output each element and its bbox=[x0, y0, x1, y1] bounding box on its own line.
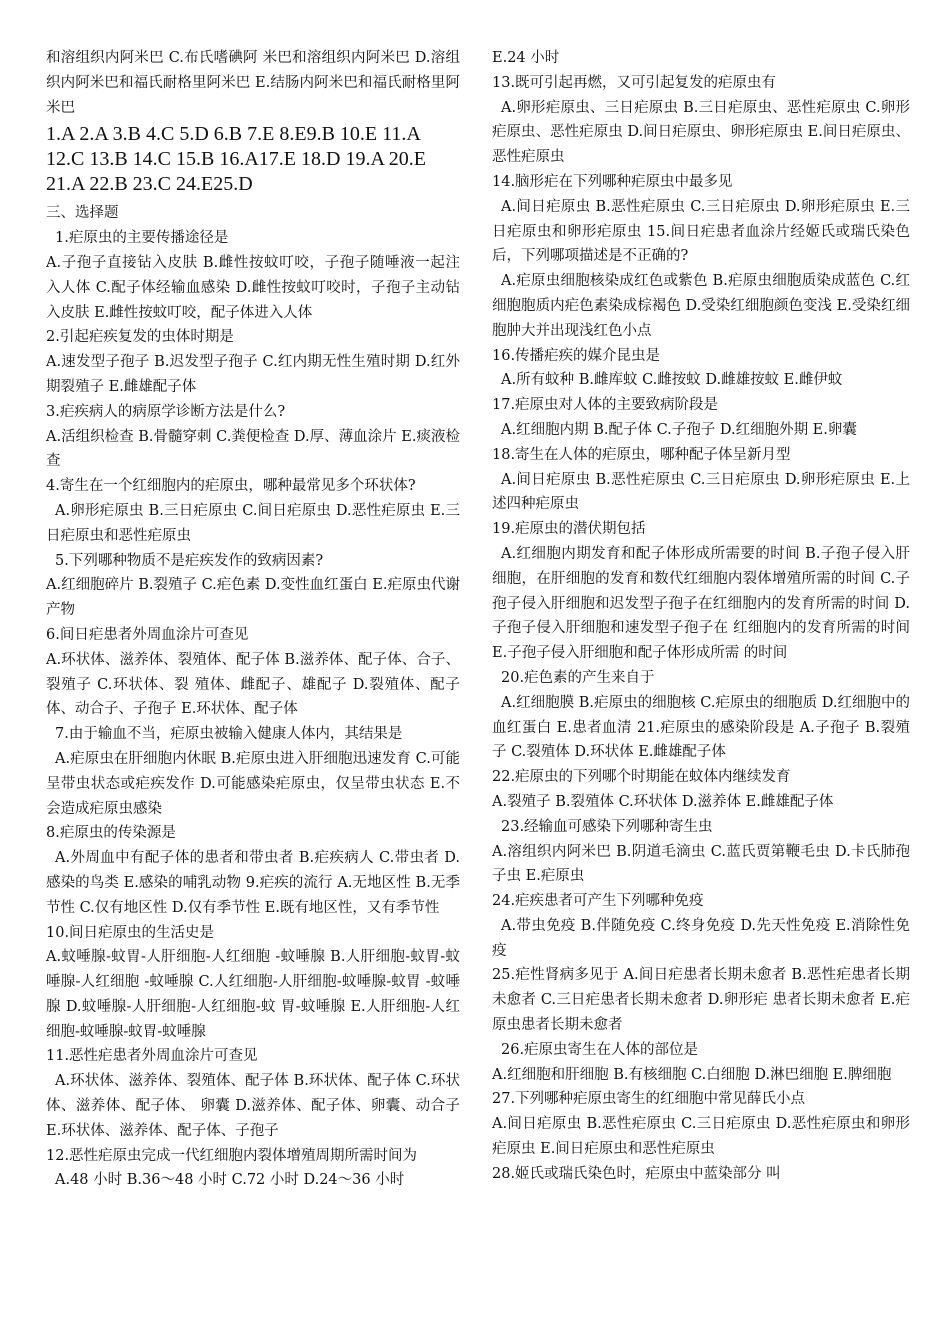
right-paragraph: A.卵形疟原虫、三日疟原虫 B.三日疟原虫、恶性疟原虫 C.卵形疟原虫、恶性疟原虫 D.间日疟原虫、卵形疟原虫 E.间日疟原虫、恶性疟原虫 bbox=[492, 99, 910, 166]
right-paragraph: A.红细胞内期发育和配子体形成所需要的时间 B.子孢子侵入肝细胞，在肝细胞的发育和数代红细胞内裂体增殖所需的时间 C.子孢子侵入肝细胞和迟发型子孢子在红细胞内的发育所需的时间 D.子孢子侵入肝细胞和速发型子孢子在 红细胞内的发育所需的时间 E.子孢子侵入肝细胞和配子体形成所需 的时间 bbox=[492, 545, 910, 662]
right-paragraph: 24.疟疾患者可产生下列哪种免疫 bbox=[492, 893, 704, 910]
left-paragraph: A.蚊唾腺-蚊胃-人肝细胞-人红细胞 -蚊唾腺 B.人肝细胞-蚊胃-蚊唾腺-人红细胞 -蚊唾腺 C.人红细胞-人肝细胞-蚊唾腺-蚊胃 -蚊唾腺 D.蚊唾腺-人肝细胞-人红细胞-蚊 胃-蚊唾腺 E.人肝细胞-人红细胞-蚊唾腺-蚊胃-蚊唾腺 bbox=[46, 949, 460, 1040]
right-paragraph: 25.疟性肾病多见于 A.间日疟患者长期未愈者 B.恶性疟患者长期未愈者 C.三日疟患者长期未愈者 D.卵形疟 患者长期未愈者 E.疟原虫患者长期未愈者 bbox=[492, 967, 910, 1034]
right-paragraph: A.间日疟原虫 B.恶性疟原虫 C.三日疟原虫 D.卵形疟原虫 E.上述四种疟原虫 bbox=[492, 471, 910, 513]
left-paragraph: 2.引起疟疾复发的虫体时期是 bbox=[46, 329, 234, 346]
right-paragraph: 27.下列哪种疟原虫寄生的红细胞中常见薛氏小点 bbox=[492, 1091, 806, 1108]
left-paragraph: A.疟原虫在肝细胞内休眠 B.疟原虫进入肝细胞迅速发育 C.可能呈带虫状态或疟疾发作 D.可能感染疟原虫，仅呈带虫状态 E.不会造成疟原虫感染 bbox=[46, 750, 460, 817]
right-paragraph: 20.疟色素的产生来自于 bbox=[501, 669, 655, 686]
left-paragraph: 10.间日疟原虫的生活史是 bbox=[46, 924, 215, 941]
left-paragraph: A.环状体、滋养体、裂殖体、配子体 B.滋养体、配子体、合子、裂殖子 C.环状体、裂 殖体、雌配子、雄配子 D.裂殖体、配子体、动合子、子孢子 E.环状体、配子体 bbox=[46, 651, 460, 718]
right-paragraph: 16.传播疟疾的媒介昆虫是 bbox=[492, 347, 661, 364]
left-paragraph: 6.间日疟患者外周血涂片可查见 bbox=[46, 626, 249, 643]
right-paragraph: A.溶组织内阿米巴 B.阴道毛滴虫 C.蓝氏贾第鞭毛虫 D.卡氏肺孢子虫 E.疟原虫 bbox=[492, 843, 910, 885]
left-paragraph: 11.恶性疟患者外周血涂片可查见 bbox=[46, 1048, 258, 1065]
left-paragraph: 5.下列哪种物质不是疟疾发作的致病因素? bbox=[55, 552, 324, 569]
right-paragraph: 14.脑形疟在下列哪种疟原虫中最多见 bbox=[492, 173, 733, 190]
left-paragraph: A.红细胞碎片 B.裂殖子 C.疟色素 D.变性血红蛋白 E.疟原虫代谢产物 bbox=[46, 577, 460, 619]
left-paragraph: 三、选择题 bbox=[46, 205, 119, 222]
left-paragraph: A.环状体、滋养体、裂殖体、配子体 B.环状体、配子体 C.环状体、滋养体、配子体、 卵囊 D.滋养体、配子体、卵囊、动合子 E.环状体、滋养体、配子体、子孢子 bbox=[46, 1073, 460, 1139]
right-paragraph: A.所有蚊种 B.雌库蚊 C.雌按蚊 D.雌雄按蚊 E.雌伊蚊 bbox=[501, 372, 843, 389]
right-paragraph: 28.姬氏或瑞氏染色时，疟原虫中蓝染部分 叫 bbox=[492, 1165, 781, 1182]
right-paragraph: 22.疟原虫的下列哪个时期能在蚊体内继续发育 bbox=[492, 769, 791, 786]
left-paragraph: A.48 小时 B.36～48 小时 C.72 小时 D.24～36 小时 bbox=[55, 1172, 405, 1189]
right-paragraph: A.带虫免疫 B.伴随免疫 C.终身免疫 D.先天性免疫 E.消除性免疫 bbox=[492, 917, 910, 959]
answer-key: 1.A 2.A 3.B 4.C 5.D 6.B 7.E 8.E9.B 10.E 11.A 12.C 13.B 14.C 15.B 16.A17.E 18.D 19.A 20.E 21.A 22.B 23.C 24.E25.D bbox=[46, 123, 427, 196]
right-paragraph: 23.经输血可感染下列哪种寄生虫 bbox=[501, 818, 713, 835]
right-paragraph: A.间日疟原虫 B.恶性疟原虫 C.三日疟原虫 D.恶性疟原虫和卵形疟原虫 E.间日疟原虫和恶性疟原虫 bbox=[492, 1116, 910, 1158]
right-paragraph: A.裂殖子 B.裂殖体 C.环状体 D.滋养体 E.雌雄配子体 bbox=[492, 793, 834, 810]
left-paragraph: 7.由于输血不当，疟原虫被输入健康人体内，其结果是 bbox=[55, 726, 403, 743]
left-paragraph: A.外周血中有配子体的患者和带虫者 B.疟疾病人 C.带虫者 D.感染的鸟类 E.感染的哺乳动物 9.疟疾的流行 A.无地区性 B.无季节性 C.仅有地区性 D.仅有季节性 E.既有地区性，又有季节性 bbox=[46, 850, 460, 916]
right-paragraph: E.24 小时 bbox=[492, 50, 560, 66]
left-paragraph: 8.疟原虫的传染源是 bbox=[46, 825, 176, 842]
left-paragraph: A.卵形疟原虫 B.三日疟原虫 C.间日疟原虫 D.恶性疟原虫 E.三日疟原虫和恶性疟原虫 bbox=[46, 502, 460, 544]
left-paragraph: 3.疟疾病人的病原学诊断方法是什么? bbox=[46, 403, 286, 420]
left-paragraph: A.速发型子孢子 B.迟发型子孢子 C.红内期无性生殖时期 D.红外期裂殖子 E.雌雄配子体 bbox=[46, 354, 460, 395]
right-paragraph: A.疟原虫细胞核染成红色或紫色 B.疟原虫细胞质染成蓝色 C.红细胞胞质内疟色素染成棕褐色 D.受染红细胞颜色变浅 E.受染红细胞肿大并出现浅红色小点 bbox=[492, 273, 910, 339]
right-paragraph: 26.疟原虫寄生在人体的部位是 bbox=[501, 1041, 699, 1058]
left-paragraph: A.子孢子直接钻入皮肤 B.雌性按蚊叮咬，子孢子随唾液一起注 入人体 C.配子体经输血感染 D.雌性按蚊叮咬时，子孢子主动钻入皮肤 E.雌性按蚊叮咬，配子体进入人体 bbox=[46, 254, 460, 321]
right-paragraph: 17.疟原虫对人体的主要致病阶段是 bbox=[492, 397, 719, 414]
left-paragraph: 4.寄生在一个红细胞内的疟原虫，哪种最常见多个环状体? bbox=[46, 478, 416, 495]
right-paragraph: A.红细胞和肝细胞 B.有核细胞 C.白细胞 D.淋巴细胞 E.脾细胞 bbox=[492, 1066, 892, 1083]
left-paragraph: 12.恶性疟原虫完成一代红细胞内裂体增殖周期所需时间为 bbox=[46, 1147, 418, 1164]
right-paragraph: A.红细胞膜 B.疟原虫的细胞核 C.疟原虫的细胞质 D.红细胞中的血红蛋白 E.患者血清 21.疟原虫的感染阶段是 A.子孢子 B.裂殖子 C.裂殖体 D.环状体 E.雌雄配子体 bbox=[492, 694, 910, 761]
right-column bbox=[492, 46, 910, 1187]
left-paragraph: 和溶组织内阿米巴 C.布氏嗜碘阿 米巴和溶组织内阿米巴 D.溶组织内阿米巴和福氏耐格里阿米巴 E.结肠内阿米巴和福氏耐格里阿米巴 bbox=[46, 50, 460, 116]
right-paragraph: A.红细胞内期 B.配子体 C.子孢子 D.红细胞外期 E.卵囊 bbox=[501, 421, 857, 438]
left-paragraph: 1.疟原虫的主要传播途径是 bbox=[55, 230, 229, 247]
left-column bbox=[46, 46, 460, 1193]
right-paragraph: 19.疟原虫的潜伏期包括 bbox=[492, 521, 646, 538]
left-paragraph: A.活组织检查 B.骨髓穿刺 C.粪便检查 D.厚、薄血涂片 E.痰液检查 bbox=[46, 428, 460, 470]
right-paragraph: 18.寄生在人体的疟原虫，哪种配子体呈新月型 bbox=[492, 446, 791, 463]
right-paragraph: 13.既可引起再燃，又可引起复发的疟原虫有 bbox=[492, 74, 777, 91]
right-paragraph: A.间日疟原虫 B.恶性疟原虫 C.三日疟原虫 D.卵形疟原虫 E.三日疟原虫和卵形疟原虫 15.间日疟患者血涂片经姬氏或瑞氏染色后，下列哪项描述是不正确的? bbox=[492, 198, 910, 265]
